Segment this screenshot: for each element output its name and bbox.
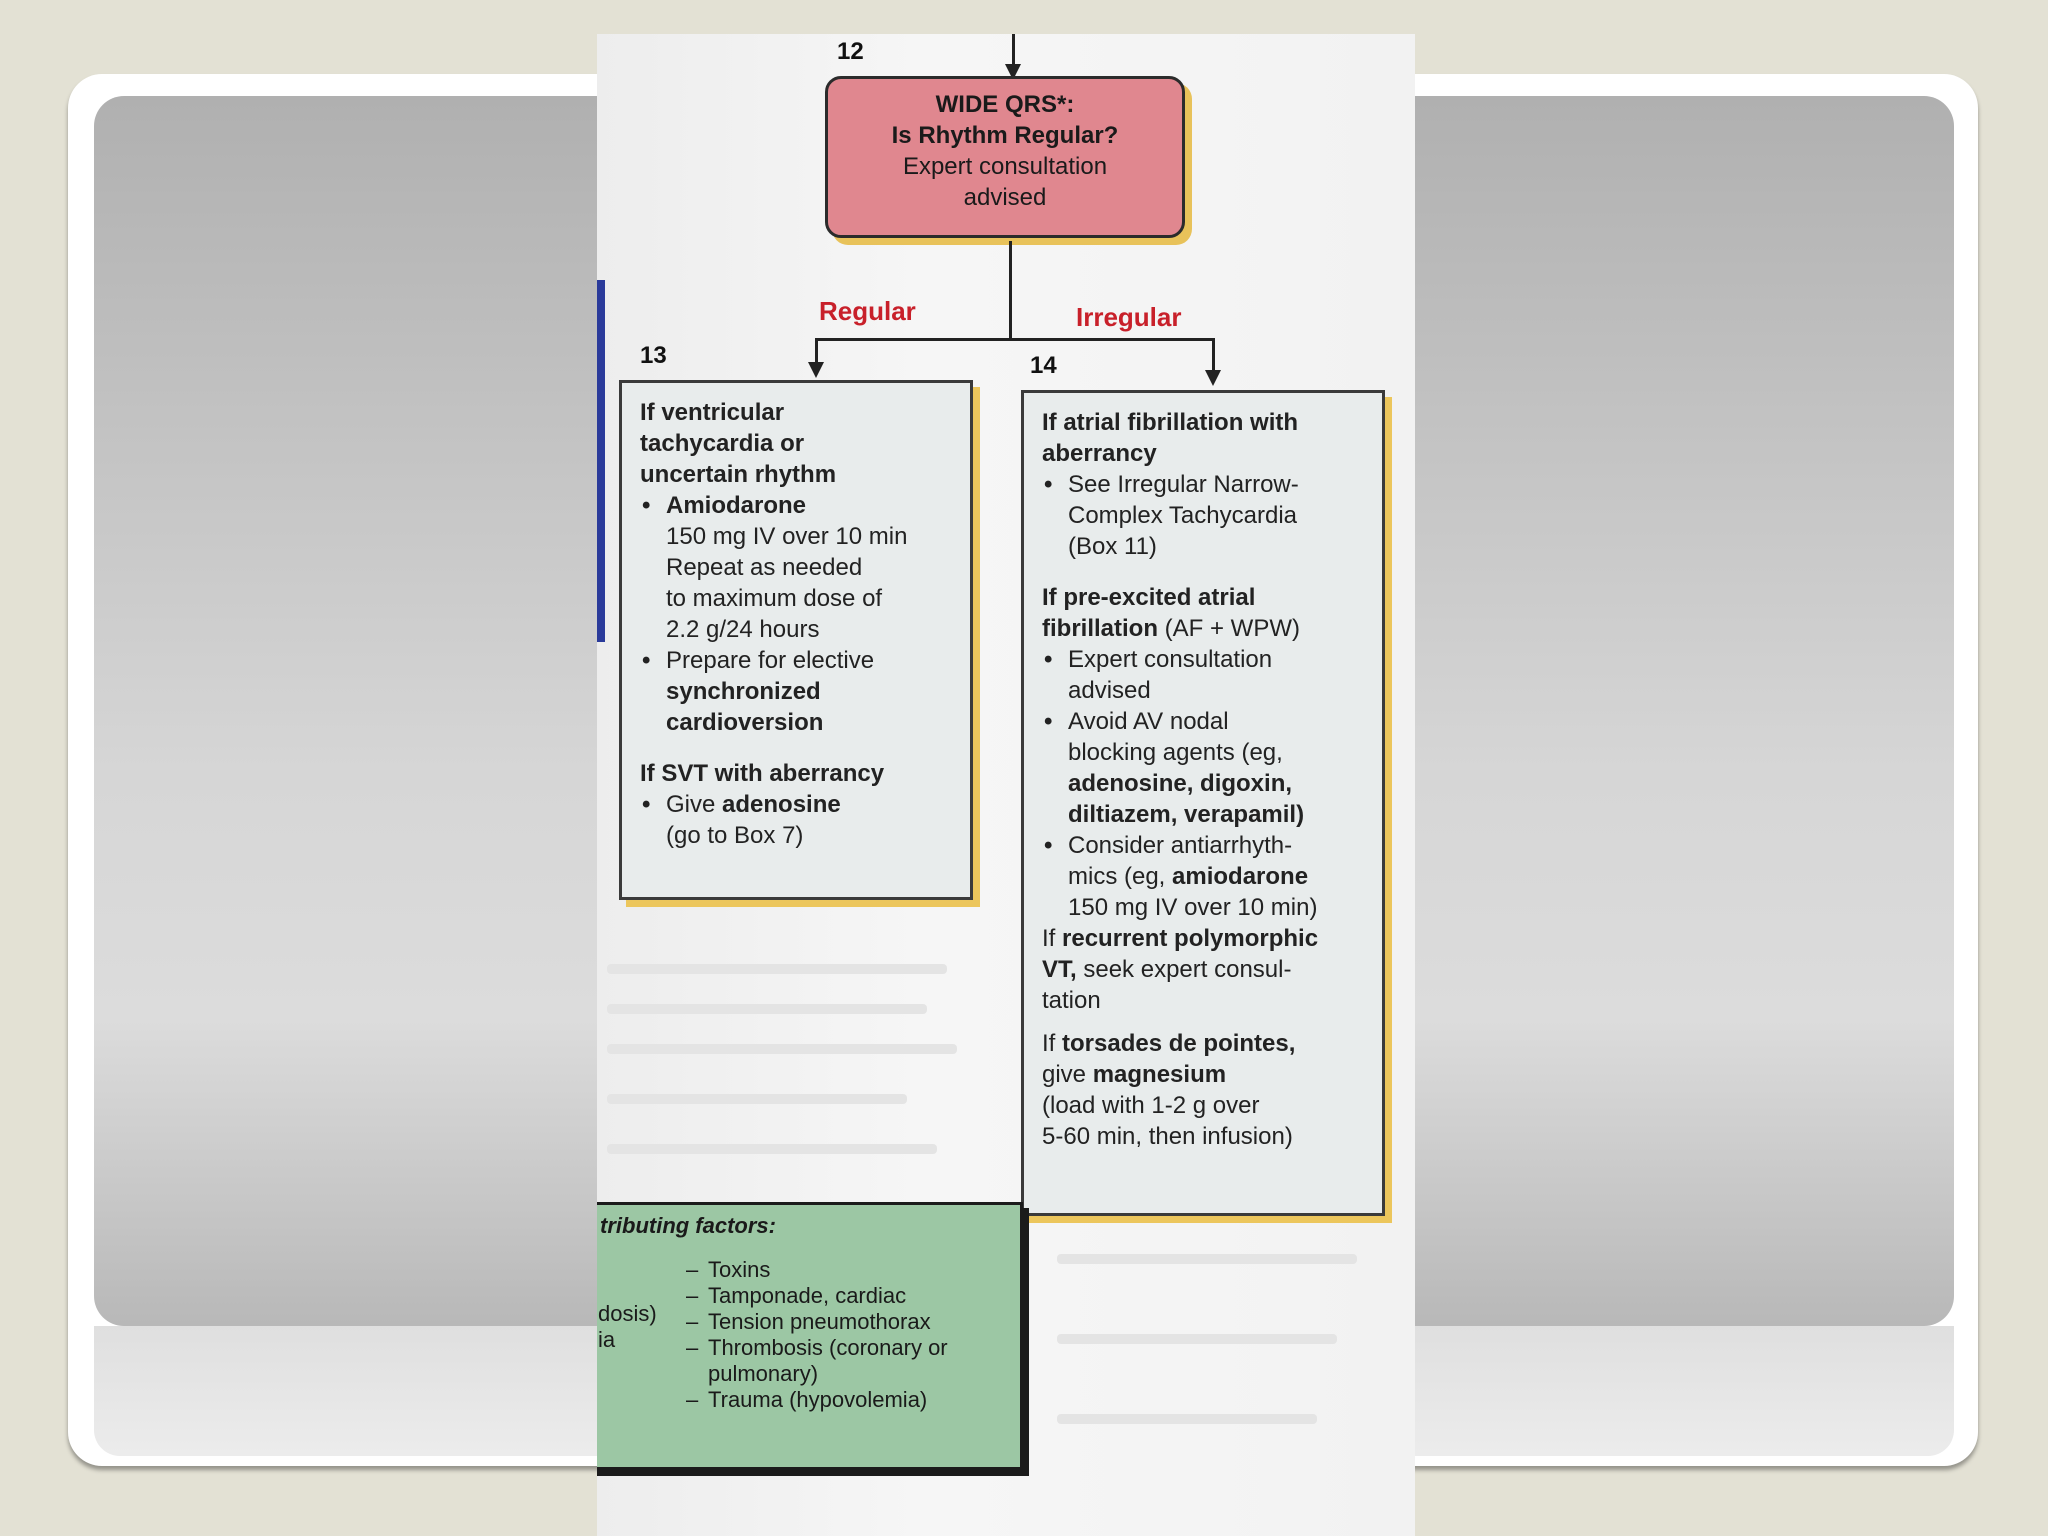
drug-list: adenosine, digoxin, — [1068, 770, 1293, 797]
branch-label-regular: Regular — [819, 296, 916, 326]
preexcited-heading: fibrillation — [1042, 615, 1158, 642]
faint-text-line — [607, 1144, 937, 1154]
factor-text: Toxins — [708, 1257, 771, 1282]
factor-item: dosis) — [598, 1301, 657, 1326]
list-item — [1042, 706, 1372, 830]
list-text: Consider antiarrhyth- — [1068, 832, 1293, 859]
bullet-icon: • — [1044, 471, 1053, 498]
drug-name: magnesium — [1092, 1061, 1227, 1088]
factor-item: – Thrombosis (coronary or — [686, 1335, 948, 1360]
bullet-icon: • — [642, 791, 651, 818]
factor-text: Thrombosis (coronary or — [708, 1335, 948, 1360]
branch-label-irregular: Irregular — [1076, 302, 1182, 332]
list-text: Expert consultation — [1068, 646, 1273, 673]
box14-heading-line: aberrancy — [1042, 440, 1157, 467]
connector-line — [815, 338, 1215, 341]
preexcited-heading: If pre-excited atrial — [1042, 584, 1256, 611]
bullet-icon: • — [1044, 646, 1053, 673]
decision-title: WIDE QRS*: — [935, 91, 1075, 118]
list-item — [640, 645, 956, 738]
list-text: Avoid AV nodal — [1068, 708, 1229, 735]
bullet-icon: • — [642, 492, 651, 519]
decision-note-line2: advised — [963, 184, 1047, 211]
drug-name: adenosine — [722, 791, 841, 818]
factors-left-column — [598, 1301, 678, 1353]
decision-box-wide-qrs — [825, 76, 1185, 238]
list-text: (Box 11) — [1068, 533, 1157, 560]
connector-line — [1009, 241, 1012, 341]
list-text: (go to Box 7) — [666, 822, 804, 849]
box-number-13: 13 — [640, 342, 667, 369]
faint-text-line — [607, 1094, 907, 1104]
contributing-factors-box — [597, 1202, 1023, 1470]
box13-heading-line: tachycardia or — [640, 430, 805, 457]
bullet-icon: • — [642, 647, 651, 674]
list-text: Complex Tachycardia — [1068, 502, 1297, 529]
preexcited-heading-note: (AF + WPW) — [1158, 615, 1300, 642]
vt-heading: recurrent polymorphic — [1062, 925, 1319, 952]
box14-heading-line: If atrial fibrillation with — [1042, 409, 1299, 436]
factors-right-column — [686, 1257, 1016, 1413]
drug-list: diltiazem, verapamil) — [1068, 801, 1305, 828]
drug-name: Amiodarone — [666, 492, 807, 519]
faint-text-line — [607, 1004, 927, 1014]
list-text: See Irregular Narrow- — [1068, 471, 1299, 498]
drug-name: amiodarone — [1172, 863, 1309, 890]
arrow-down-icon — [1205, 370, 1221, 386]
factors-title: tributing factors: — [600, 1213, 776, 1238]
connector-line — [1212, 338, 1215, 372]
td-text: give — [1042, 1061, 1093, 1088]
faint-text-line — [1057, 1334, 1337, 1344]
td-text: If — [1042, 1030, 1063, 1057]
connector-line — [1012, 34, 1015, 66]
list-text: mics (eg, — [1068, 863, 1173, 890]
list-text: Give — [666, 791, 723, 818]
factor-text: pulmonary) — [708, 1361, 819, 1386]
decision-note-line1: Expert consultation — [902, 153, 1108, 180]
dosage-line: to maximum dose of — [666, 585, 883, 612]
box-number-12: 12 — [837, 38, 864, 65]
factor-text: Tamponade, cardiac — [708, 1283, 907, 1308]
flowchart-photo — [597, 34, 1415, 1536]
action-box-regular — [619, 380, 973, 900]
bullet-icon: • — [1044, 832, 1053, 859]
td-text: 5-60 min, then infusion) — [1042, 1123, 1293, 1150]
list-text: Prepare for elective — [666, 647, 875, 674]
factor-item: – Trauma (hypovolemia) — [686, 1387, 928, 1412]
factor-item: – Tamponade, cardiac — [686, 1283, 907, 1308]
list-item — [1042, 469, 1372, 562]
faint-text-line — [1057, 1414, 1317, 1424]
list-text: blocking agents (eg, — [1068, 739, 1283, 766]
vt-text: seek expert consul- — [1076, 956, 1292, 983]
dosage-line: Repeat as needed — [666, 554, 863, 581]
arrow-down-icon — [808, 362, 824, 378]
action-box-irregular — [1021, 390, 1385, 1216]
box-number-14: 14 — [1030, 352, 1057, 379]
faint-text-line — [607, 1044, 957, 1054]
list-text: synchronized — [666, 678, 821, 705]
faint-text-line — [1057, 1254, 1357, 1264]
factor-item: ia — [598, 1327, 616, 1352]
box13-heading-line: If ventricular — [640, 399, 785, 426]
factor-item: – Tension pneumothorax — [686, 1309, 931, 1334]
factor-text: Trauma (hypovolemia) — [708, 1387, 928, 1412]
td-heading: torsades de pointes, — [1062, 1030, 1296, 1057]
vt-heading: VT, — [1042, 956, 1077, 983]
dosage-line: 150 mg IV over 10 min) — [1068, 894, 1318, 921]
dosage-line: 150 mg IV over 10 min — [666, 523, 908, 550]
factor-item — [686, 1361, 1016, 1387]
list-item — [640, 490, 956, 645]
connector-line — [815, 338, 818, 364]
vt-text: tation — [1042, 987, 1101, 1014]
list-text: advised — [1068, 677, 1151, 704]
dosage-line: 2.2 g/24 hours — [666, 616, 820, 643]
list-text: cardioversion — [666, 709, 824, 736]
bullet-icon: • — [1044, 708, 1053, 735]
list-item — [640, 789, 956, 851]
left-edge-box-border — [597, 280, 605, 642]
svt-heading: If SVT with aberrancy — [640, 760, 885, 787]
list-item — [1042, 644, 1372, 706]
decision-question: Is Rhythm Regular? — [891, 122, 1119, 149]
factor-text: Tension pneumothorax — [708, 1309, 931, 1334]
factor-item: – Toxins — [686, 1257, 771, 1282]
box13-heading-line: uncertain rhythm — [640, 461, 837, 488]
vt-text: If — [1042, 925, 1063, 952]
list-item — [1042, 830, 1372, 923]
td-text: (load with 1-2 g over — [1042, 1092, 1260, 1119]
faint-text-line — [607, 964, 947, 974]
